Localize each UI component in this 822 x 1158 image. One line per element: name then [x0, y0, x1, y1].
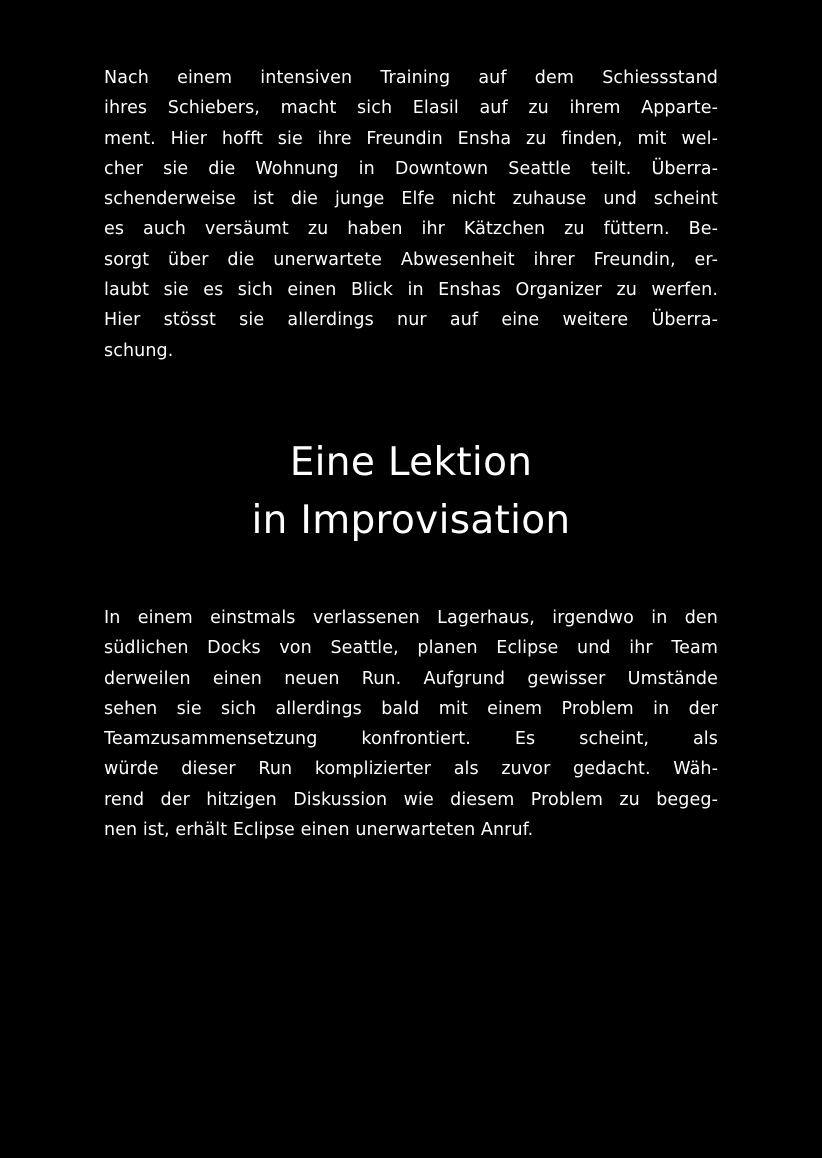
synopsis-line: In einem einstmals verlassenen Lagerhaus, irgendwo in den [104, 608, 718, 628]
intro-line: Nach einem intensiven Training auf dem Schiessstand [104, 68, 718, 88]
synopsis-line: würde dieser Run komplizierter als zuvor gedacht. Wäh- [104, 759, 718, 780]
intro-line: sorgt über die unerwartete Abwesenheit ihrer Freundin, er- [104, 249, 718, 270]
intro-line: schenderweise ist die junge Elfe nicht zuhause und scheint [104, 189, 718, 210]
synopsis-line: derweilen einen neuen Run. Aufgrund gewisser Umstände [104, 668, 718, 689]
synopsis-line: Teamzusammensetzung konfrontiert. Es scheint, als [104, 729, 718, 750]
synopsis-line: südlichen Docks von Seattle, planen Eclipse und ihr Team [104, 638, 718, 659]
synopsis-line: nen ist, erhält Eclipse einen unerwarteten Anruf. [104, 820, 534, 841]
intro-line: ihres Schiebers, macht sich Elasil auf zu ihrem Apparte- [104, 98, 718, 119]
intro-line: es auch versäumt zu haben ihr Kätzchen zu füttern. Be- [104, 219, 718, 240]
intro-paragraph [104, 63, 718, 366]
synopsis-line: sehen sie sich allerdings bald mit einem Problem in der [104, 698, 718, 719]
synopsis-line: rend der hitzigen Diskussion wie diesem Problem zu begeg- [104, 789, 718, 810]
intro-line: cher sie die Wohnung in Downtown Seattle teilt. Überra- [104, 158, 718, 179]
synopsis-paragraph [104, 603, 718, 845]
chapter-title-line-2: in Improvisation [251, 498, 571, 543]
intro-line: schung. [104, 340, 174, 361]
intro-line: ment. Hier hofft sie ihre Freundin Ensha zu finden, mit wel- [104, 128, 718, 149]
chapter-title [0, 434, 822, 550]
intro-line: Hier stösst sie allerdings nur auf eine weitere Überra- [104, 310, 718, 331]
intro-line: laubt sie es sich einen Blick in Enshas Organizer zu werfen. [104, 280, 718, 301]
chapter-title-line-1: Eine Lektion [289, 440, 533, 485]
